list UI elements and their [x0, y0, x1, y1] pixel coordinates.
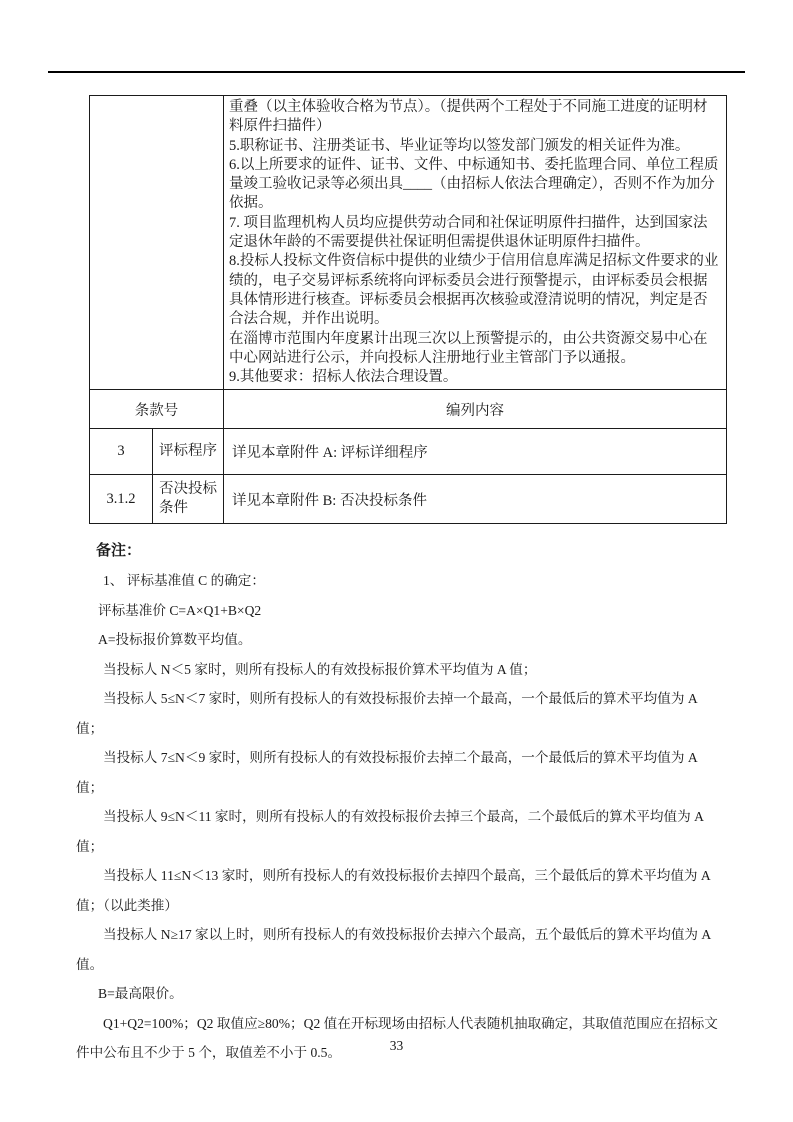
clause-content-cell: 详见本章附件 B: 否决投标条件: [224, 475, 727, 524]
remark-paragraph: 当投标人 N＜5 家时，则所有投标人的有效投标报价算术平均值为 A 值；: [103, 661, 537, 677]
table-row: [90, 429, 727, 475]
remark-paragraph: 当投标人 5≤N＜7 家时，则所有投标人的有效投标报价去掉一个最高，一个最低后的算术平均值为 A 值；: [76, 691, 697, 736]
remark-paragraph: B=最高限价。: [98, 986, 183, 1001]
cell-paragraph: 重叠（以主体验收合格为节点）。（提供两个工程处于不同施工进度的证明材料原件扫描件）: [229, 99, 708, 135]
table-row-continuation: [90, 96, 727, 390]
remark-paragraph: 当投标人 7≤N＜9 家时，则所有投标人的有效投标报价去掉二个最高，一个最低后的算术平均值为 A 值；: [76, 750, 697, 795]
clause-title-cell: 评标程序: [153, 429, 224, 475]
header-content-cell: 编列内容: [224, 390, 727, 429]
cell-paragraph: 6.以上所要求的证件、证书、文件、中标通知书、委托监理合同、单位工程质量竣工验收记录等必须出具____（由招标人依法合理确定），否则不作为加分依据。: [229, 156, 719, 212]
page-number: 33: [389, 1038, 404, 1053]
clause-table: [89, 95, 727, 524]
cell-paragraph: 7. 项目监理机构人员均应提供劳动合同和社保证明原件扫描件，达到国家法定退休年龄的不需要提供社保证明但需提供退休证明原件扫描件。: [229, 214, 708, 251]
remark-paragraph: A=投标报价算数平均值。: [98, 632, 252, 647]
table-row: [90, 475, 727, 524]
cell-paragraph: 8.投标人投标文件资信标中提供的业绩少于信用信息库满足招标文件要求的业绩的，电子交易评标系统将向评标委员会进行预警提示，由评标委员会根据具体情形进行核查。评标委员会根据再次核验或澄清说明的情况，判定是否合法合规，并作出说明。: [229, 253, 719, 328]
cell-paragraph: 9.其他要求：招标人依法合理设置。: [229, 369, 458, 386]
cell-paragraph: 5.职称证书、注册类证书、毕业证等均以签发部门颁发的相关证件为准。: [229, 137, 690, 154]
table-header-row: [90, 390, 727, 429]
remark-paragraph: 当投标人 11≤N＜13 家时，则所有投标人的有效投标报价去掉四个最高，三个最低后的算术平均值为 A 值；（以此类推）: [76, 868, 710, 913]
clause-no-empty-cell: [90, 96, 224, 390]
page-header-rule: [48, 71, 745, 73]
cell-paragraph: 在淄博市范围内年度累计出现三次以上预警提示的，由公共资源交易中心在中心网站进行公示，并向投标人注册地行业主管部门予以通报。: [229, 330, 708, 366]
clause-title-cell: 否决投标条件: [153, 475, 224, 524]
header-clause-no-cell: 条款号: [90, 390, 224, 429]
remark-paragraph: 当投标人 N≥17 家以上时，则所有投标人的有效投标报价去掉六个最高，五个最低后的算术平均值为 A 值。: [76, 927, 711, 972]
remark-paragraph: 评标基准价 C=A×Q1+B×Q2: [98, 602, 262, 618]
remarks-section: [76, 536, 724, 1068]
clause-number-cell: 3: [90, 429, 153, 475]
remarks-heading: 备注：: [96, 543, 142, 559]
continuation-content-cell: [224, 96, 727, 390]
remark-paragraph: 当投标人 9≤N＜11 家时，则所有投标人的有效投标报价去掉三个最高，二个最低后的算术平均值为 A 值；: [76, 809, 704, 854]
clause-content-cell: 详见本章附件 A: 评标详细程序: [224, 429, 727, 475]
remark-paragraph: Q1+Q2=100%；Q2 取值应≥80%；Q2 值在开标现场由招标人代表随机抽取确定，其取值范围应在招标文件中公布且不少于 5 个，取值差不小于 0.5。: [76, 1015, 718, 1060]
remark-paragraph: 1、 评标基准值 C 的确定：: [103, 573, 265, 588]
clause-number-cell: 3.1.2: [90, 475, 153, 524]
